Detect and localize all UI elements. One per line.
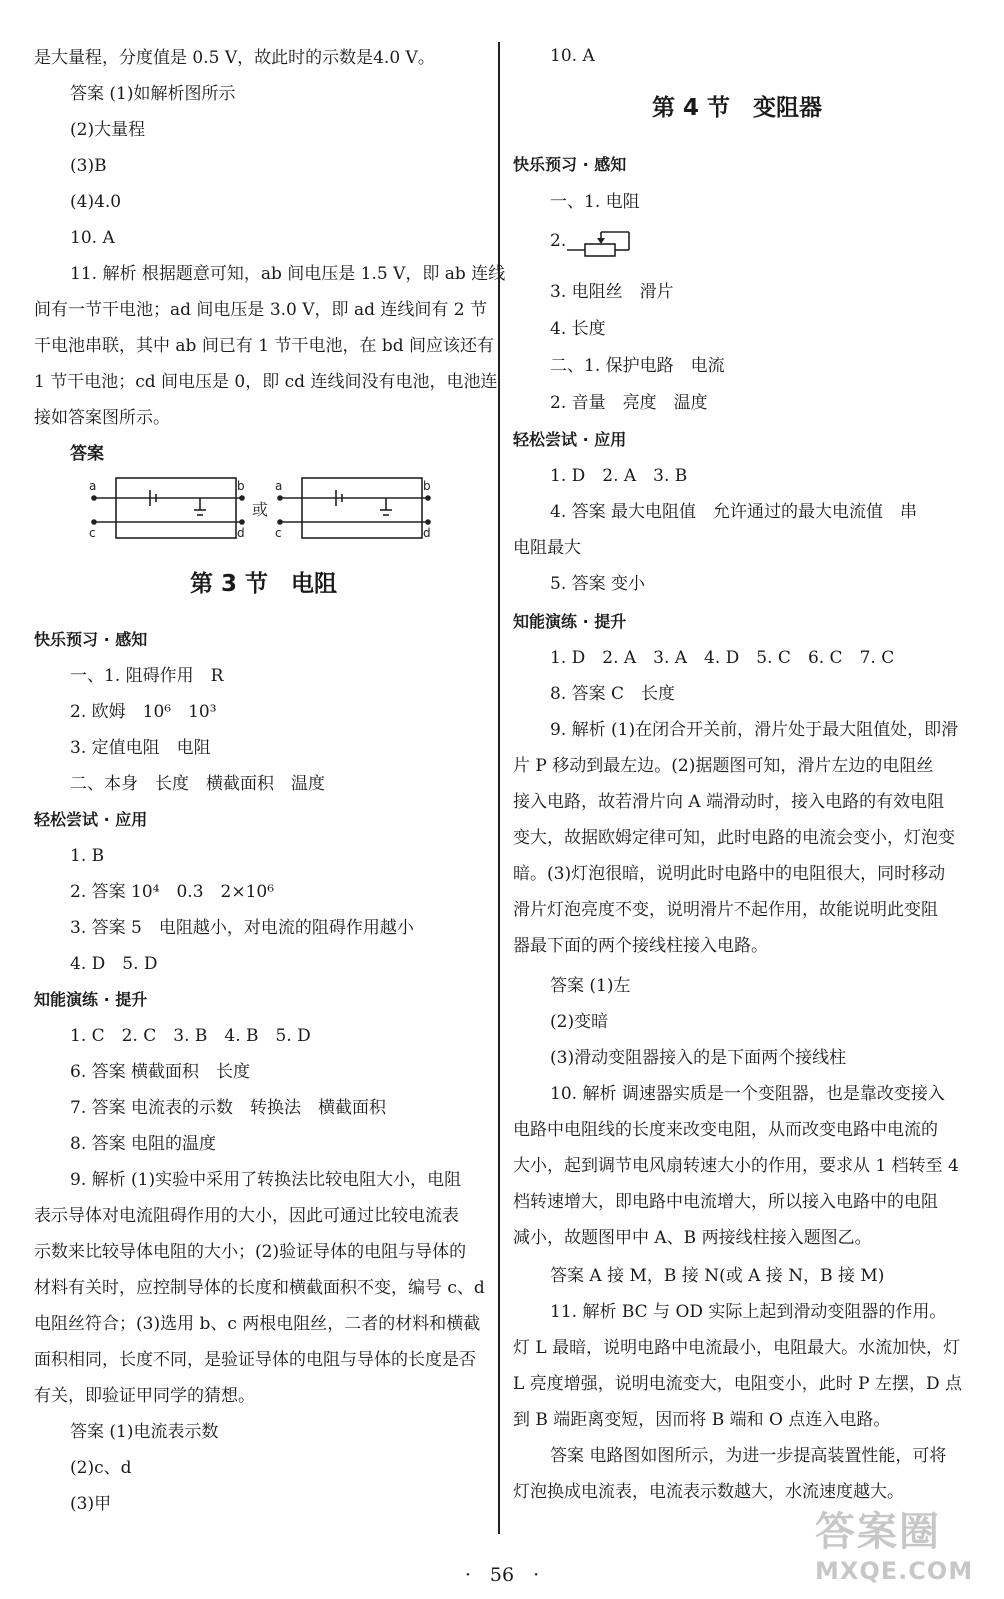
terminal-b: b [237,479,245,493]
answer-line: 一、1. 电阻 [550,192,640,212]
analysis-line: L 亮度增强，说明电流变大，电阻变小，此时 P 左摆，D 点 [513,1374,962,1394]
rheostat-symbol [567,224,633,258]
battery-circuit-diagram [82,470,447,545]
section-heading: 轻松尝试 · 应用 [513,430,627,449]
terminal-c: c [89,526,96,540]
analysis-line: 大小，起到调节电风扇转速大小的作用，要求从 1 档转至 4 [513,1156,959,1176]
answer-line: (2)c、d [70,1458,132,1478]
answer-line: 一、1. 阻碍作用 R [70,666,224,686]
watermark-url: MXQE.COM [815,1557,974,1585]
answer-line: 答案 A 接 M，B 接 N(或 A 接 N，B 接 M) [550,1266,885,1286]
answer-line: 10. A [70,228,115,248]
answer-line: 电阻最大 [513,538,581,558]
analysis-line: 干电池串联，其中 ab 间已有 1 节干电池，在 bd 间应该还有 [34,336,495,356]
analysis-line: 变大，故据欧姆定律可知，此时电路的电流会变小，灯泡变 [513,828,955,848]
section-heading: 轻松尝试 · 应用 [34,810,148,829]
terminal-b: b [423,479,431,493]
analysis-line: 减小，故题图甲中 A、B 两接线柱接入题图乙。 [513,1228,872,1248]
answer-line: 1. D 2. A 3. B [550,466,688,486]
analysis-line: 1 节干电池；cd 间电压是 0，即 cd 连线间没有电池，电池连 [34,372,498,392]
analysis-line: 面积相同，长度不同，是验证导体的电阻与导体的长度是否 [34,1350,476,1370]
answer-line: 答案 (1)电流表示数 [70,1422,219,1442]
answer-line: 4. D 5. D [70,954,158,974]
answer-line: 2. 音量 亮度 温度 [550,393,708,413]
analysis-line: 9. 解析 (1)在闭合开关前，滑片处于最大阻值处，即滑 [550,720,959,740]
analysis-line: 到 B 端距离变短，因而将 B 端和 O 点连入电路。 [513,1410,891,1430]
answer-line: (2)变暗 [550,1012,609,1032]
answer-line: 1. B [70,846,105,866]
answer-line: 3. 答案 5 电阻越小，对电流的阻碍作用越小 [70,918,414,938]
section-3-title: 第 3 节 电阻 [190,571,338,597]
analysis-line: 表示导体对电流阻碍作用的大小，因此可通过比较电流表 [34,1206,459,1226]
answer-line: 二、1. 保护电路 电流 [550,356,725,376]
analysis-line: 片 P 移动到最左边。(2)据题图可知，滑片左边的电阻丝 [513,756,934,776]
answer-line: 二、本身 长度 横截面积 温度 [70,774,325,794]
answer-line: 3. 电阻丝 滑片 [550,282,674,302]
page-number: · 56 · [464,1564,540,1586]
answer-line: 1. D 2. A 3. A 4. D 5. C 6. C 7. C [550,648,895,668]
analysis-line: 示数来比较导体电阻的大小；(2)验证导体的电阻与导体的 [34,1242,467,1262]
answer-line: 答案 电路图如图所示，为进一步提高装置性能，可将 [550,1446,947,1466]
answer-line: 2. 欧姆 10⁶ 10³ [70,702,217,722]
answer-line: 答案 (1)左 [550,976,631,996]
analysis-line: 材料有关时，应控制导体的长度和横截面积不变，编号 c、d [34,1278,485,1298]
answer-line: 答案 (1)如解析图所示 [70,84,236,104]
answer-line: 4. 长度 [550,319,606,339]
answer-line: 6. 答案 横截面积 长度 [70,1062,251,1082]
terminal-d: d [423,526,431,540]
answer-line: (2)大量程 [70,120,146,140]
analysis-line: 11. 解析 根据题意可知，ab 间电压是 1.5 V，即 ab 连线 [70,264,506,284]
analysis-line: 间有一节干电池；ad 间电压是 3.0 V，即 ad 连线间有 2 节 [34,300,487,320]
analysis-line: 暗。(3)灯泡很暗，说明此时电路中的电阻很大，同时移动 [513,864,946,884]
analysis-line: 接入电路，故若滑片向 A 端滑动时，接入电路的有效电阻 [513,792,945,812]
watermark-logo [815,1500,1000,1595]
analysis-line: 电路中电阻线的长度来改变电阻，从而改变电路中电流的 [513,1120,938,1140]
section-heading: 知能演练 · 提升 [34,990,148,1009]
analysis-line: 滑片灯泡亮度不变，说明滑片不起作用，故能说明此变阻 [513,900,938,920]
analysis-line: 接如答案图所示。 [34,408,170,428]
terminal-d: d [237,526,245,540]
analysis-line: 10. 解析 调速器实质是一个变阻器，也是靠改变接入 [550,1084,945,1104]
answer-line: 10. A [550,46,595,66]
analysis-line: 档转速增大，即电路中电流增大，所以接入电路中的电阻 [513,1192,938,1212]
answer-line: (4)4.0 [70,192,122,212]
analysis-line: 有关，即验证甲同学的猜想。 [34,1386,255,1406]
answer-line: (3)滑动变阻器接入的是下面两个接线柱 [550,1048,847,1068]
answer-line: 1. C 2. C 3. B 4. B 5. D [70,1026,311,1046]
answer-line: 2. [550,231,567,251]
answer-label: 答案 [70,444,104,464]
answer-line: 8. 答案 C 长度 [550,684,676,704]
text-line: 是大量程，分度值是 0.5 V，故此时的示数是4.0 V。 [34,48,435,68]
section-heading: 知能演练 · 提升 [513,612,627,631]
section-heading: 快乐预习 · 感知 [34,630,148,649]
watermark-text: 答案圈 [815,1509,941,1555]
terminal-c: c [275,526,282,540]
analysis-line: 11. 解析 BC 与 OD 实际上起到滑动变阻器的作用。 [550,1302,947,1322]
answer-line: 8. 答案 电阻的温度 [70,1134,217,1154]
answer-line: 灯泡换成电流表，电流表示数越大，水流速度越大。 [513,1482,904,1502]
analysis-line: 9. 解析 (1)实验中采用了转换法比较电阻大小，电阻 [70,1170,462,1190]
answer-line: (3)B [70,156,107,176]
answer-line: 3. 定值电阻 电阻 [70,738,211,758]
answer-line: (3)甲 [70,1494,112,1514]
analysis-line: 灯 L 最暗，说明电路中电流最小，电阻最大。水流加快，灯 [513,1338,961,1358]
answer-line: 2. 答案 10⁴ 0.3 2×10⁶ [70,882,275,902]
section-4-title: 第 4 节 变阻器 [652,95,823,121]
answer-line: 4. 答案 最大电阻值 允许通过的最大电流值 串 [550,502,918,522]
answer-line: 7. 答案 电流表的示数 转换法 横截面积 [70,1098,387,1118]
or-label: 或 [252,500,269,519]
terminal-a: a [89,479,97,493]
terminal-a: a [275,479,283,493]
analysis-line: 电阻丝符合；(3)选用 b、c 两根电阻丝，二者的材料和横截 [34,1314,481,1334]
answer-line: 5. 答案 变小 [550,574,646,594]
analysis-line: 器最下面的两个接线柱接入电路。 [513,936,768,956]
section-heading: 快乐预习 · 感知 [513,155,627,174]
